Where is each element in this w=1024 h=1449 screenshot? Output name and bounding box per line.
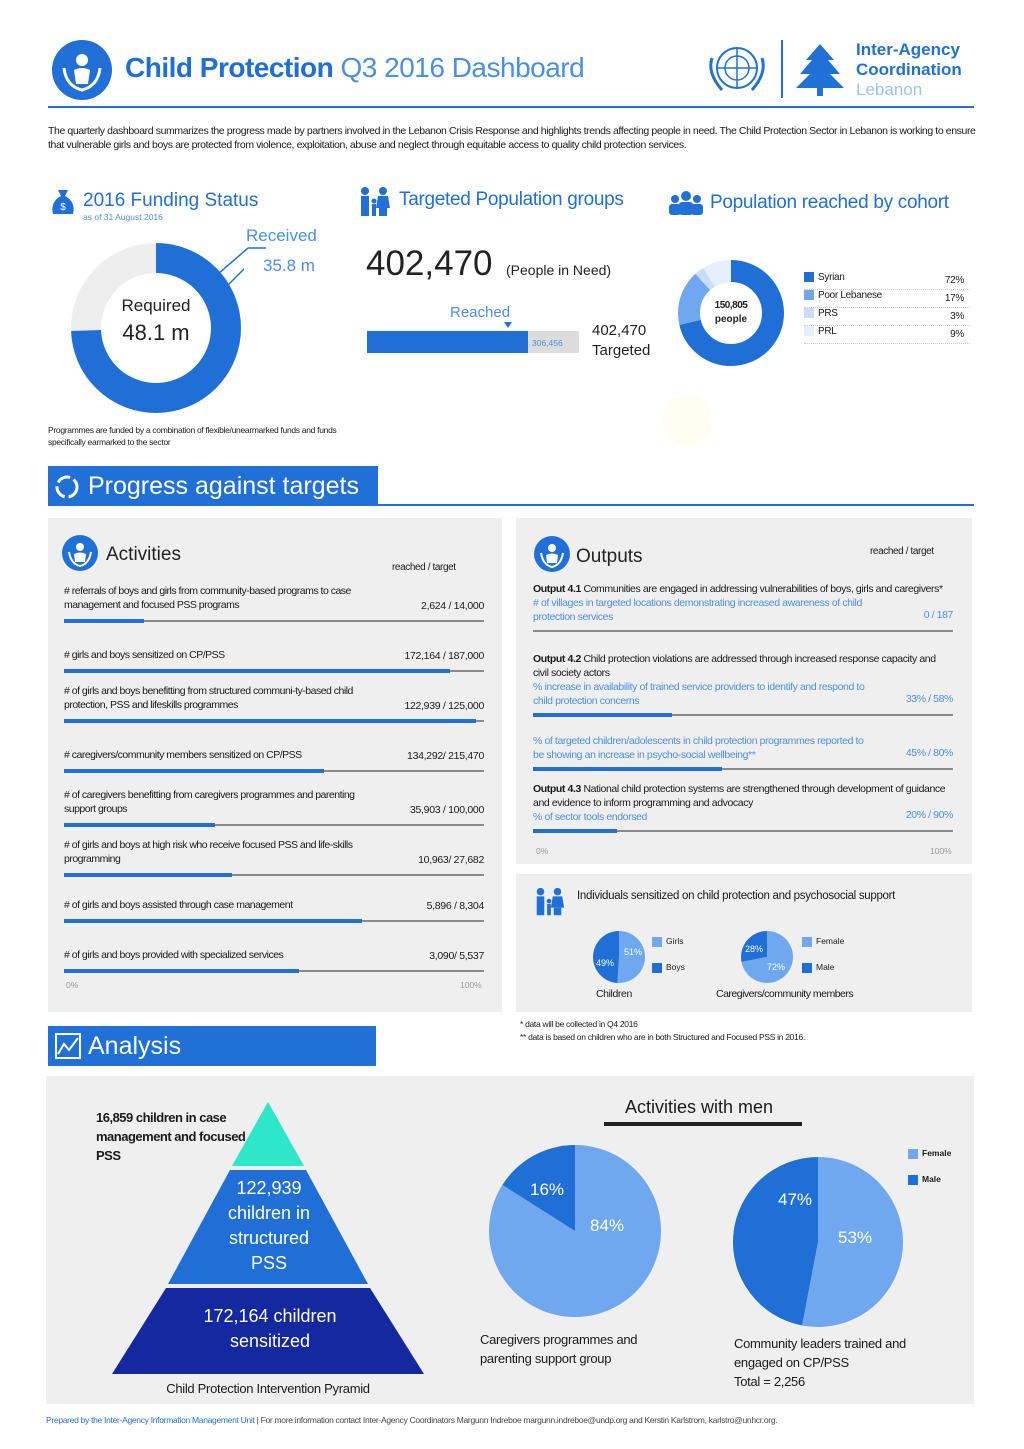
pie1-female-pct: 84% xyxy=(590,1216,625,1235)
men-pie-caregivers xyxy=(488,1144,662,1318)
activity-row xyxy=(64,584,484,622)
output-title-bold: Output 4.3 xyxy=(533,783,581,795)
required-value: 48.1 m xyxy=(122,320,190,345)
output-value: 45% / 80% xyxy=(905,747,953,759)
pie2-male-pct: 47% xyxy=(778,1190,813,1209)
un-emblem-icon xyxy=(702,38,772,98)
cohort-heading: Population reached by cohort xyxy=(710,192,949,213)
caregivers-pie xyxy=(740,930,794,984)
activity-bar-track xyxy=(64,720,484,722)
activity-bar-track xyxy=(64,620,484,622)
activities-axis-end: 100% xyxy=(460,980,482,990)
output-bar-fill xyxy=(533,767,722,771)
cohort-legend-swatch xyxy=(804,326,814,336)
progress-banner-label: Progress against targets xyxy=(88,472,359,500)
child-protection-icon xyxy=(52,40,112,100)
activity-row xyxy=(64,838,484,876)
page-subtitle: Q3 2016 Dashboard xyxy=(340,52,585,83)
received-label: Received xyxy=(246,226,317,245)
activity-row xyxy=(64,948,484,972)
output-row xyxy=(533,582,953,632)
activity-value: 134,292/ 215,470 xyxy=(407,750,484,762)
activity-bar-fill xyxy=(64,823,215,827)
org-name-line1: Inter-Agency xyxy=(856,40,960,59)
funding-note: Programmes are funded by a combination of flexible/unearmarked funds and funds specifically earmarked to the sector xyxy=(48,425,337,447)
output-bar-fill xyxy=(533,829,617,833)
cohort-legend-value: 3% xyxy=(950,311,964,322)
output-bar-fill xyxy=(533,713,672,717)
money-bag-icon xyxy=(50,188,76,216)
family-small-icon xyxy=(532,886,566,918)
output-value: 33% / 58% xyxy=(905,693,953,705)
men-heading: Activities with men xyxy=(624,1097,774,1117)
pie1-male-pct: 16% xyxy=(530,1180,565,1199)
header-logo xyxy=(52,40,112,100)
activity-value: 3,090/ 5,537 xyxy=(429,950,484,962)
men-legend-male: Male xyxy=(922,1174,941,1184)
pyramid-base-label: 172,164 children sensitized xyxy=(203,1306,337,1351)
caregivers-legend-a: Female xyxy=(816,936,845,946)
output-title xyxy=(533,652,953,680)
pie-slice xyxy=(617,931,645,983)
output-row xyxy=(533,734,953,770)
cohort-legend-swatch xyxy=(804,290,814,300)
outputs-icon xyxy=(534,536,570,572)
output-indicator: # of villages in targeted locations demonstrating increased awareness of child protection services xyxy=(533,597,862,623)
outputs-col-header: reached / target xyxy=(870,546,934,557)
cohort-center-label: people xyxy=(714,314,748,325)
activity-value: 5,896 / 8,304 xyxy=(426,900,484,912)
output-title-text: Communities are engaged in addressing vulnerabilities of boys, girls and caregivers* xyxy=(580,583,943,595)
cohort-legend-swatch xyxy=(804,308,814,318)
output-bar-track xyxy=(533,630,953,632)
pie-slice xyxy=(593,931,619,983)
output-bar-track xyxy=(533,830,953,832)
family-icon xyxy=(356,186,392,218)
output-value: 20% / 90% xyxy=(905,809,953,821)
output-title-bold: Output 4.2 xyxy=(533,653,581,665)
activity-bar-fill xyxy=(64,769,324,773)
activity-bar-track xyxy=(64,920,484,922)
cohort-legend-label: PRS xyxy=(818,308,838,319)
targeted-heading: Targeted Population groups xyxy=(399,189,624,210)
funding-heading: 2016 Funding Status xyxy=(83,190,259,211)
output-row xyxy=(533,782,953,832)
reached-value: 306,456 xyxy=(532,338,563,348)
output-value: 0 / 187 xyxy=(923,609,953,621)
targeted-label: Targeted xyxy=(592,342,651,359)
men-pie-community-leaders xyxy=(732,1156,904,1328)
activity-row xyxy=(64,684,484,722)
output-title-text: Child protection violations are addressed through increased response capacity and civil society actors xyxy=(533,653,936,679)
activities-icon xyxy=(62,535,98,571)
pyramid-top-tier xyxy=(232,1102,304,1166)
people-in-need-value: 402,470 xyxy=(366,244,493,283)
activities-col-header: reached / target xyxy=(392,562,456,573)
people-in-need-label: (People in Need) xyxy=(506,262,612,278)
output-bar-track xyxy=(533,714,953,716)
page-title: Child Protection xyxy=(125,52,334,83)
men-legend-female: Female xyxy=(922,1148,952,1158)
targeted-value: 402,470 xyxy=(592,322,647,339)
caregivers-b-pct: 28% xyxy=(745,944,764,954)
cohort-legend-value: 72% xyxy=(944,275,964,286)
cohort-center-value: 150,805 xyxy=(714,300,748,311)
group-icon xyxy=(668,190,704,216)
children-b-pct: 49% xyxy=(596,958,615,968)
analysis-banner-label: Analysis xyxy=(88,1032,182,1060)
footer-contact: | For more information contact Inter-Agency Coordinators Margunn Indreboe margunn.indreboe@undp.org and Kerstin Karlstrom, karlstro@unhcr.org. xyxy=(254,1415,778,1425)
analysis-banner xyxy=(48,1026,376,1066)
activity-bar-track xyxy=(64,770,484,772)
sensitized-heading: Individuals sensitized on child protection and psychosocial support xyxy=(577,890,896,902)
outputs-axis-end: 100% xyxy=(930,846,952,856)
activity-bar-track xyxy=(64,874,484,876)
cohort-legend-row xyxy=(804,290,970,308)
activity-label: # referrals of boys and girls from community-based programs to case management and focused PSS programs xyxy=(64,585,351,611)
output-row xyxy=(533,652,953,716)
pie2-caption-2: engaged on CP/PSS xyxy=(734,1355,849,1370)
activity-value: 35,903 / 100,000 xyxy=(409,804,484,816)
pyramid-top-label: 16,859 children in case management and focused PSS xyxy=(96,1110,246,1163)
svg-text:$: $ xyxy=(60,202,66,213)
output-indicator: % of sector tools endorsed xyxy=(533,811,647,823)
footer-prepared: Prepared by the Inter-Agency Information Management Unit xyxy=(46,1415,255,1425)
activity-bar-fill xyxy=(64,873,232,877)
refresh-icon xyxy=(52,472,82,502)
progress-banner xyxy=(48,466,378,506)
cohort-legend-row xyxy=(804,272,970,290)
activity-label: # of girls and boys benefitting from structured communi-ty-based child protection, PSS and lifeskills programmes xyxy=(64,685,353,711)
output-title-bold: Output 4.1 xyxy=(533,583,581,595)
funding-asof: as of 31 August 2016 xyxy=(83,212,163,222)
pyramid-caption: Child Protection Intervention Pyramid xyxy=(166,1381,370,1396)
received-value: 35.8 m xyxy=(263,256,315,275)
caregivers-label: Caregivers/community members xyxy=(716,988,854,1000)
org-name-line3: Lebanon xyxy=(856,80,923,99)
reached-label: Reached xyxy=(450,304,511,321)
cohort-legend-row xyxy=(804,326,970,344)
activity-value: 2,624 / 14,000 xyxy=(421,600,484,612)
cohort-legend-swatch xyxy=(804,272,814,282)
output-title-text: National child protection systems are strengthened through development of guidance and evidence to inform programming and advocacy xyxy=(533,783,946,809)
cohort-legend-label: Poor Lebanese xyxy=(818,290,882,301)
activity-value: 172,164 / 187,000 xyxy=(404,650,484,662)
pie1-caption: Caregivers programmes and parenting support group xyxy=(480,1332,638,1366)
activity-bar-fill xyxy=(64,719,476,723)
caregivers-a-pct: 72% xyxy=(767,962,786,972)
intro-text: The quarterly dashboard summarizes the progress made by partners involved in the Lebanon Crisis Response and highlights trends affecting people in need. The Child Protection Sector in Lebanon is working to ensure that vulnerable girls and boys are protected from violence, exploitation, abuse and neglect through equitable access to quality child protection services. xyxy=(48,125,976,151)
activities-axis-start: 0% xyxy=(66,980,79,990)
reached-bar-fill xyxy=(367,331,528,353)
activity-value: 122,939 / 125,000 xyxy=(404,700,484,712)
activity-bar-fill xyxy=(64,969,299,973)
activity-bar-fill xyxy=(64,669,450,673)
activity-value: 10,963/ 27,682 xyxy=(418,854,484,866)
caregivers-legend-b: Male xyxy=(816,962,835,972)
output-title xyxy=(533,782,953,810)
activity-row xyxy=(64,898,484,922)
cohort-legend-value: 17% xyxy=(944,293,964,304)
line-chart-icon xyxy=(54,1032,82,1060)
pie2-female-pct: 53% xyxy=(838,1228,873,1247)
org-name-line2: Coordination xyxy=(856,60,962,79)
children-label: Children xyxy=(596,988,632,1000)
children-a-pct: 51% xyxy=(624,947,643,957)
activity-label: # of girls and boys provided with specialized services xyxy=(64,949,284,961)
activity-row xyxy=(64,648,484,672)
output-title xyxy=(533,582,953,596)
cohort-legend-row xyxy=(804,308,970,326)
outputs-heading: Outputs xyxy=(576,546,643,567)
activity-bar-track xyxy=(64,970,484,972)
cohort-legend-label: PRL xyxy=(818,326,837,337)
activity-label: # of girls and boys at high risk who receive focused PSS and life-skills programming xyxy=(64,839,353,865)
output-indicator: % increase in availability of trained service providers to identify and respond to child protection concerns xyxy=(533,681,865,707)
cohort-legend-value: 9% xyxy=(950,329,964,340)
required-label: Required xyxy=(121,296,191,315)
footnote-1: * data will be collected in Q4 2016 xyxy=(520,1019,638,1029)
cohort-donut xyxy=(676,258,786,368)
activity-label: # of caregivers benefitting from caregivers programmes and parenting support groups xyxy=(64,789,355,815)
activity-bar-fill xyxy=(64,919,362,923)
outputs-axis-start: 0% xyxy=(536,846,549,856)
activities-heading: Activities xyxy=(106,544,181,565)
activity-label: # of girls and boys assisted through case management xyxy=(64,899,293,911)
pie-slice xyxy=(733,1157,818,1325)
activity-bar-track xyxy=(64,824,484,826)
cohort-legend-label: Syrian xyxy=(818,272,845,283)
output-indicator: % of targeted children/adolescents in child protection programmes reported to be showing an increase in psycho-social wellbeing** xyxy=(533,735,864,761)
children-pie xyxy=(592,930,646,984)
pie2-caption-3: Total = 2,256 xyxy=(734,1374,805,1389)
pie2-caption-1: Community leaders trained and xyxy=(734,1336,906,1351)
activity-label: # caregivers/community members sensitized on CP/PSS xyxy=(64,749,302,761)
activity-label: # girls and boys sensitized on CP/PSS xyxy=(64,649,225,661)
cohort-legend xyxy=(804,272,970,344)
cedar-icon xyxy=(790,40,850,98)
footnote-2: ** data is based on children who are in both Structured and Focused PSS in 2016. xyxy=(520,1032,806,1042)
output-bar-track xyxy=(533,768,953,770)
children-legend-a: Girls xyxy=(666,936,684,946)
children-legend-b: Boys xyxy=(666,962,685,972)
activity-row xyxy=(64,748,484,772)
activity-bar-fill xyxy=(64,619,144,623)
activity-row xyxy=(64,788,484,826)
activity-bar-track xyxy=(64,670,484,672)
pyramid-mid-label: 122,939 children in structured PSS xyxy=(227,1178,311,1273)
